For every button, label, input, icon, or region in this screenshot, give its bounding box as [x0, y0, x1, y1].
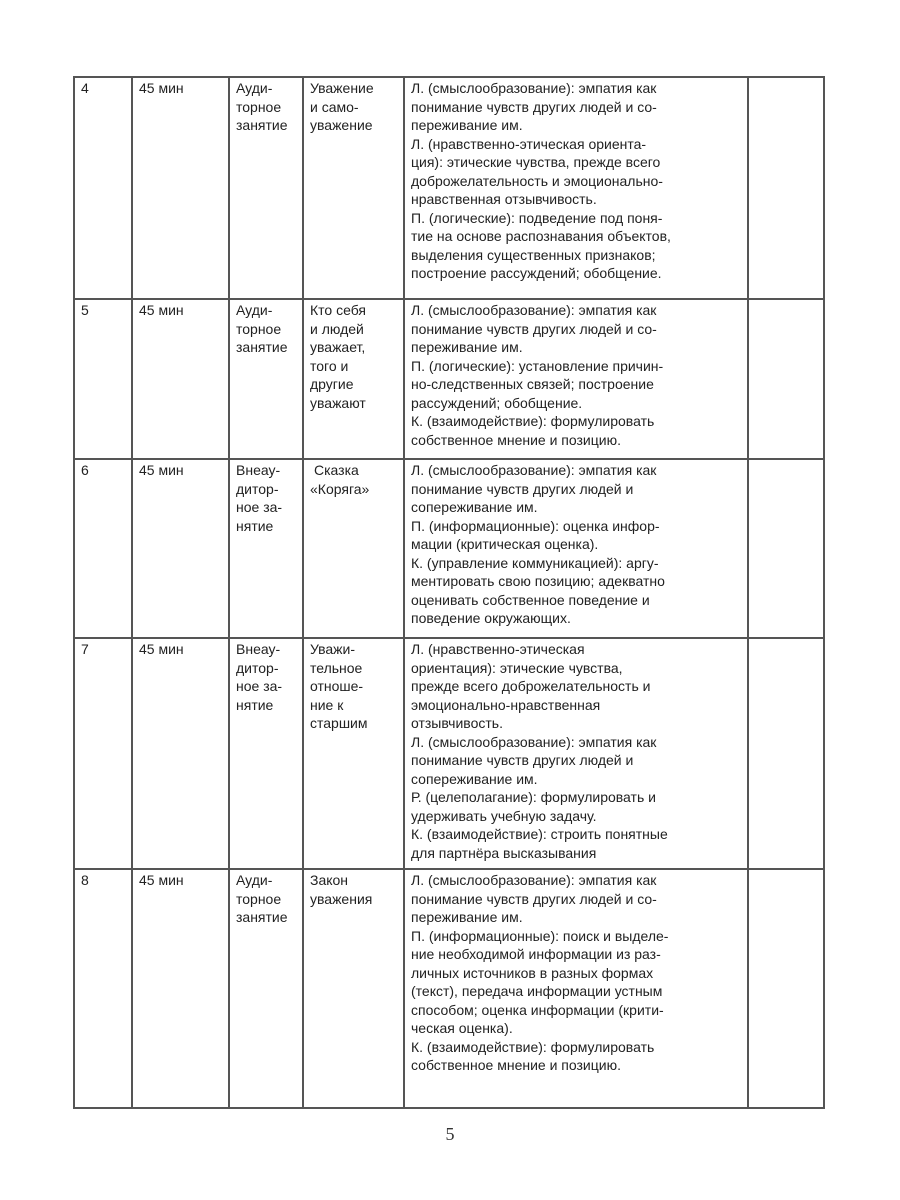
cell-duration: 45 мин	[132, 638, 229, 869]
cell-duration: 45 мин	[132, 77, 229, 299]
cell-note	[748, 869, 824, 1108]
cell-form: Ауди- торное занятие	[229, 299, 303, 459]
cell-number: 4	[74, 77, 132, 299]
table-row	[74, 869, 824, 1108]
cell-uud: Л. (смыслообразование): эмпатия как понимание чувств других людей и со- переживание им. П. (логические): установление причин- но-следственных связей; построение рассуждений; обобщение. К. (взаимодействие): формулировать собственное мнение и позицию.	[404, 299, 748, 459]
cell-uud: Л. (нравственно-этическая ориентация): этические чувства, прежде всего доброжелательность и эмоционально-нравственная отзывчивость. Л. (смыслообразование): эмпатия как понимание чувств других людей и сопереживание им. Р. (целеполагание): формулировать и удерживать учебную задачу. К. (взаимодействие): строить понятные для партнёра высказывания	[404, 638, 748, 869]
cell-note	[748, 77, 824, 299]
cell-number: 5	[74, 299, 132, 459]
cell-uud: Л. (смыслообразование): эмпатия как понимание чувств других людей и со- переживание им. Л. (нравственно-этическая ориента- ция): этические чувства, прежде всего доброжелательность и эмоционально- нравственная отзывчивость. П. (логические): подведение под поня- тие на основе распознавания объектов, выделения существенных признаков; построение рассуждений; обобщение.	[404, 77, 748, 299]
cell-topic: Закон уважения	[303, 869, 404, 1108]
cell-duration: 45 мин	[132, 299, 229, 459]
cell-topic: Уважение и само- уважение	[303, 77, 404, 299]
table-row	[74, 459, 824, 638]
cell-form: Внеау- дитор- ное за- нятие	[229, 638, 303, 869]
table-body	[74, 77, 824, 1108]
cell-note	[748, 299, 824, 459]
cell-form: Ауди- торное занятие	[229, 869, 303, 1108]
table-row	[74, 77, 824, 299]
cell-note	[748, 459, 824, 638]
page-number: 5	[445, 1124, 455, 1144]
cell-uud: Л. (смыслообразование): эмпатия как понимание чувств других людей и со- переживание им. П. (информационные): поиск и выделе- ние необходимой информации из раз- личных источников в разных формах (текст), передача информации устным способом; оценка информации (крити- ческая оценка). К. (взаимодействие): формулировать собственное мнение и позицию.	[404, 869, 748, 1108]
table-row	[74, 299, 824, 459]
cell-number: 6	[74, 459, 132, 638]
cell-topic: Кто себя и людей уважает, того и другие уважают	[303, 299, 404, 459]
cell-number: 8	[74, 869, 132, 1108]
cell-note	[748, 638, 824, 869]
cell-topic: Сказка «Коряга»	[303, 459, 404, 638]
table-row	[74, 638, 824, 869]
lesson-plan-table	[73, 76, 825, 1109]
cell-number: 7	[74, 638, 132, 869]
cell-duration: 45 мин	[132, 869, 229, 1108]
cell-form: Внеау- дитор- ное за- нятие	[229, 459, 303, 638]
cell-form: Ауди- торное занятие	[229, 77, 303, 299]
cell-uud: Л. (смыслообразование): эмпатия как понимание чувств других людей и сопереживание им. П. (информационные): оценка инфор- мации (критическая оценка). К. (управление коммуникацией): аргу- ментировать свою позицию; адекватно оценивать собственное поведение и поведение окружающих.	[404, 459, 748, 638]
cell-topic: Уважи- тельное отноше- ние к старшим	[303, 638, 404, 869]
cell-duration: 45 мин	[132, 459, 229, 638]
